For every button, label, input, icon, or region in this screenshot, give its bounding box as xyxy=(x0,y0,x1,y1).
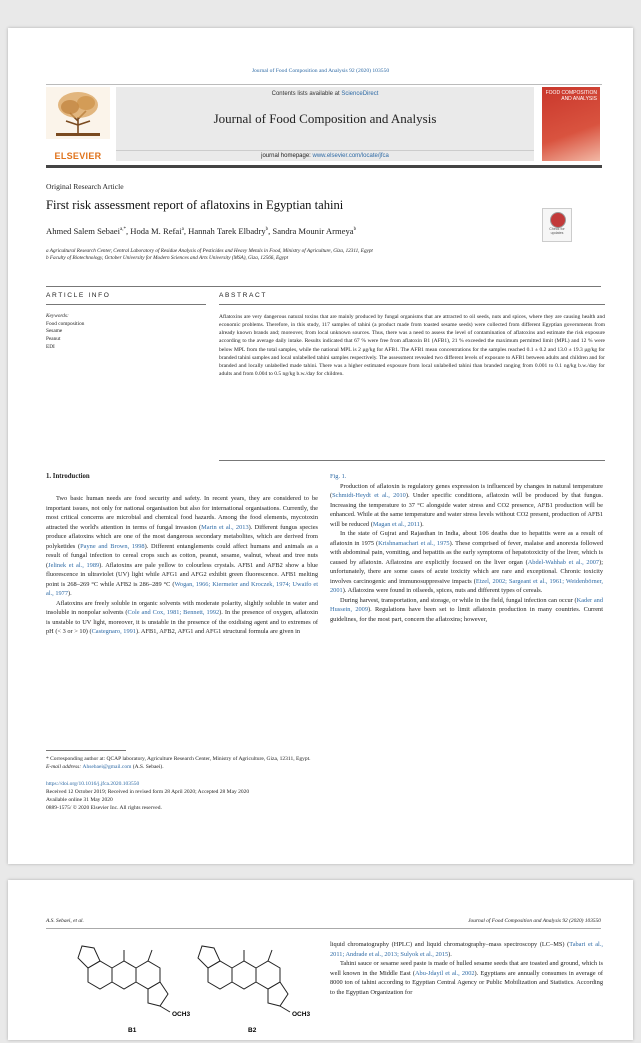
received-dates: Received 12 October 2019; Received in revised form 28 April 2020; Accepted 28 May 2020 xyxy=(46,788,250,795)
journal-masthead xyxy=(46,84,602,168)
contents-line: Contents lists available at ScienceDirect xyxy=(271,91,379,97)
citation-link[interactable]: Krishnamachari et al., 1975 xyxy=(378,539,450,547)
body-column-left xyxy=(46,472,318,637)
author[interactable]: Ahmed Salem Sebaei$^{a,*}$ xyxy=(46,226,126,236)
paragraph: Aflatoxins are freely soluble in organic solvents with moderate polarity, slightly soluble in water and insoluble in nonpolar solvents (Cole and Cox, 1981; Bennett, 1992). In the presence of oxygen, aflatoxin is unstable to UV light, moreover, it is unstable in the presence of the oxidising agent and to extremes of pH (< 3 or > 10) (Castegnaro, 1991). AFB1, AFB2, AFG1 and AFG1 structural formula are given in xyxy=(46,599,319,636)
copyright: 0889-1575/ © 2020 Elsevier Inc. All rights reserved. xyxy=(46,805,162,812)
running-title: Journal of Food Composition and Analysis 92 (2020) 103550 xyxy=(251,68,390,74)
keywords-label: Keywords: xyxy=(46,313,69,319)
citation-link[interactable]: Etzel, 2002; Sargeant et al., 1961; Weidenbörner, 2001 xyxy=(330,577,603,595)
doi-link[interactable]: https://doi.org/10.1016/j.jfca.2020.103550 xyxy=(46,780,140,787)
paragraph: Tahini sauce or sesame seed paste is made of hulled sesame seeds that are toasted and ground, which is well known in the Middle East (Abu-Jdayil et al., 2002). Egyptians are annually consumes in average of 8000 ton of tahini according to Egyptian Central Agency or Public Mobilization and Statistics. According to the Egyptian Organization for xyxy=(330,960,604,996)
crossmark-label: Check for updates xyxy=(549,227,565,235)
methoxy-group-label: OCH3 xyxy=(292,1011,311,1018)
crossmark-button[interactable] xyxy=(542,208,572,242)
molecule-label-b1: B1 xyxy=(128,1027,137,1034)
footnote-divider xyxy=(46,750,126,751)
author[interactable]: Hannah Tarek Elbadry$^b$ xyxy=(188,226,269,236)
citation-link[interactable]: Castegnaro, 1991 xyxy=(91,628,136,636)
author-list: Ahmed Salem Sebaei$^{a,*}$, Hoda M. Refai$^a$, Hannah Tarek Elbadry$^b$, Sandra Mounir Armeya$^b$ xyxy=(46,226,357,236)
author[interactable]: Sandra Mounir Armeya$^b$ xyxy=(272,226,357,236)
paragraph: Production of aflatoxin is regulatory genes expression is influenced by changes in natural temperature (Schmidt-Heydt et al., 2010). Under specific conditions, aflatoxin will be produced by that fungus. Increasing the temperature to 37 °C alongside water stress and CO2 presence, AFB1 production will be enhanced. While at the same temperature and water stress levels without CO2 present, production of AFB1 will be reduced (Magan et al., 2011). xyxy=(330,482,603,528)
elsevier-wordmark: ELSEVIER xyxy=(54,151,102,161)
corresponding-author-note: * Corresponding author at: QCAP laboratory, Agriculture Research Center, Ministry of Agriculture, Giza, 12311, Egypt. xyxy=(46,756,311,762)
journal-cover-thumbnail: FOOD COMPOSITION AND ANALYSIS xyxy=(542,87,600,161)
homepage-link[interactable]: www.elsevier.com/locate/jfca xyxy=(312,153,389,159)
affiliation-a: a Agricultural Research Center, Central Laboratory of Residue Analysis of Pesticides and Heavy Metals in Food, Ministry of Agriculture, Giza, 12311, Egypt xyxy=(46,248,373,254)
paragraph: liquid chromatography (HPLC) and liquid chromatography–mass spectroscopy (LC–MS) (Tabari et al., 2011; Andrade et al., 2013; Sulyok et al., 2015). xyxy=(330,941,603,958)
citation-link[interactable]: Wogan, 1966; Kiermeier and Kroczek, 1974; Uwaifo et al., 1977 xyxy=(46,580,318,598)
page2-running-authors: A.S. Sebaei, et al. xyxy=(46,918,84,924)
email-line: E-mail address: Ahsebaei@gmail.com (A.S. Sebaei). xyxy=(46,764,164,771)
divider xyxy=(46,286,601,287)
citation-link[interactable]: Kader and Hussein, 2009 xyxy=(330,596,603,614)
available-online: Available online 31 May 2020 xyxy=(46,797,113,803)
journal-info-box xyxy=(116,87,534,161)
abstract-text: Aflatoxins are very dangerous natural toxins that are mainly produced by fungal organisms that are attracted to oil seeds, nuts and spices, where they are causing health and economic problems. Therefore, in this study, 117 samples of tahini (a product made from toasted sesame seeds) were collected from different Egyptian governments from already known brands and; moreover, from local unknown sources. Thus, there was a need to assess the level of contamination of aflatoxins and estimate the risk exposure according to the average daily intake. Results indicated that 67 % were free from aflatoxin B1 (AFB1), 21 % exceeded the maximum permitted limit (MPL) and 12 % were below MPL from the total samples, while the national MPL is 2 μg/kg for AFB1. The AFB1 mean concentrations for the samples reached 0.1 ± 0.2 and 13.0 ± 19.3 μg/kg for branded tahini samples and local unlabelled tahini samples respectively. The assessment revealed two different levels of exposure to AFB1 between adults and children and for branded and locally unlabelled made tahini. There was a higher estimated exposure from local unlabelled tahini than branded ranging from 0.001 to 0.1 ng/kg b.w./day for adults and from 0.004 to 0.5 ng/kg b.w./day for children. xyxy=(219,314,605,377)
keyword: Food composition xyxy=(46,320,85,327)
citation-link[interactable]: Marin et al., 2013 xyxy=(201,523,249,531)
body-column-right xyxy=(330,472,603,624)
citation-link[interactable]: Schmidt-Heydt et al., 2010 xyxy=(332,492,406,500)
keywords-block xyxy=(46,313,196,351)
paragraph: In the state of Gujrat and Rajasthan in India, about 106 deaths due to hepatitis were as a result of aflatoxin in 1975 (Krishnamachari et al., 1975). These comprised of fever, malaise and anorexia followed with abdominal pain, vomiting, and hepatitis as the early symptoms of hepatotoxicity of the liver, which is caused by aflatoxin. Aflatoxins are explicitly focused on the liver organ (Abdel-Wahhab et al., 2007); unfortunately, there are some cases of acute toxicity which are rare and exceptional. Chronic toxicity involves carcinogenic and immunosuppressive impacts (Etzel, 2002; Sargeant et al., 1961; Weidenbörner, 2001). Aflatoxins were found in oilseeds, spices, nuts and different types of cereals. xyxy=(330,530,603,595)
sciencedirect-link[interactable]: ScienceDirect xyxy=(341,91,379,97)
citation-link[interactable]: Tabari et al., 2011; Andrade et al., 2013; Sulyok et al., 2015 xyxy=(330,941,603,958)
footnotes xyxy=(46,755,601,813)
page-1 xyxy=(8,28,633,864)
methoxy-group-label: OCH3 xyxy=(172,1011,191,1018)
journal-homepage-line: journal homepage: www.elsevier.com/locate/jfca xyxy=(116,150,534,159)
page-2 xyxy=(8,880,633,1040)
paragraph: Two basic human needs are food security and safety. In recent years, they are considered to be important issues, not only for national organisation but also for international organisations. Currently, the most critical concerns are microbial and chemical food hazards. Among the food elements, mycotoxin attracted the world's attention in terms of fungal invasion (Marin et al., 2013). Different fungus species produce aflatoxins which are one of the most dangerous secondary metabolites, which are derived from polyketides (Payne and Brown, 1998). Different entanglements could affect humans and animals as a result of fungal infection to cereal crops such as cotton, peanut, sesame, walnut, wheat and tree nuts (Jelinek et al., 1989). Aflatoxins are pale yellow to colourless crystals. AFB1 and AFB2 show a blue fluorescence in ultraviolet (UV) light while AFG1 and AFG2 exhibit green fluorescence. AFB1 melting point is 268–269 °C while AFB2 is 286–289 °C (Wogan, 1966; Kiermeier and Kroczek, 1974; Uwaifo et al., 1977). xyxy=(46,495,318,598)
abstract-heading: ABSTRACT xyxy=(219,292,267,299)
figure-link[interactable]: Fig. 1. xyxy=(330,473,347,480)
keyword: Peanut xyxy=(46,336,61,343)
crossmark-icon xyxy=(550,212,566,228)
citation-link[interactable]: Magan et al., 2011 xyxy=(372,520,420,528)
email-link[interactable]: Ahsebaei@gmail.com xyxy=(82,764,132,771)
affiliation-b: b Faculty of Biotechnology, October University for Modern Sciences and Arts University (MSA), Giza, 12566, Egypt xyxy=(46,255,289,262)
divider xyxy=(219,460,605,461)
author[interactable]: Hoda M. Refai$^a$ xyxy=(130,226,184,236)
article-type: Original Research Article xyxy=(46,182,124,191)
citation-link[interactable]: Cole and Cox, 1981; Bennett, 1992 xyxy=(127,609,220,617)
article-title: First risk assessment report of aflatoxins in Egyptian tahini xyxy=(46,198,344,212)
citation-link[interactable]: Abu-Jdayil et al., 2002 xyxy=(414,969,475,977)
elsevier-tree-logo xyxy=(46,87,110,151)
citation-link[interactable]: Jelinek et al., 1989 xyxy=(48,561,100,569)
molecule-drawings xyxy=(68,928,311,1038)
section-heading-introduction: 1. Introduction xyxy=(46,473,90,480)
keyword: Sesame xyxy=(46,328,63,335)
aflatoxin-structure-figure xyxy=(68,928,311,1038)
citation-link[interactable]: Payne and Brown, 1998 xyxy=(80,542,145,550)
affiliations xyxy=(46,248,566,262)
page2-running-title: Journal of Food Composition and Analysis 92 (2020) 103550 xyxy=(468,918,601,924)
paragraph: During harvest, transportation, and storage, or while in the field, fungal infection can occur (Kader and Hussein, 2009). Regulations have been set to limit aflatoxin production in many countries. Current guidelines, for the most part, concern the aflatoxins; however, xyxy=(330,596,603,623)
page2-column-right xyxy=(330,940,603,997)
citation-link[interactable]: Abdel-Wahhab et al., 2007 xyxy=(527,558,600,566)
keyword: EDI xyxy=(46,343,55,350)
article-info-heading: ARTICLE INFO xyxy=(46,292,111,299)
divider xyxy=(46,304,206,305)
journal-title: Journal of Food Composition and Analysis xyxy=(213,111,437,126)
divider xyxy=(219,304,605,305)
molecule-label-b2: B2 xyxy=(248,1027,257,1034)
